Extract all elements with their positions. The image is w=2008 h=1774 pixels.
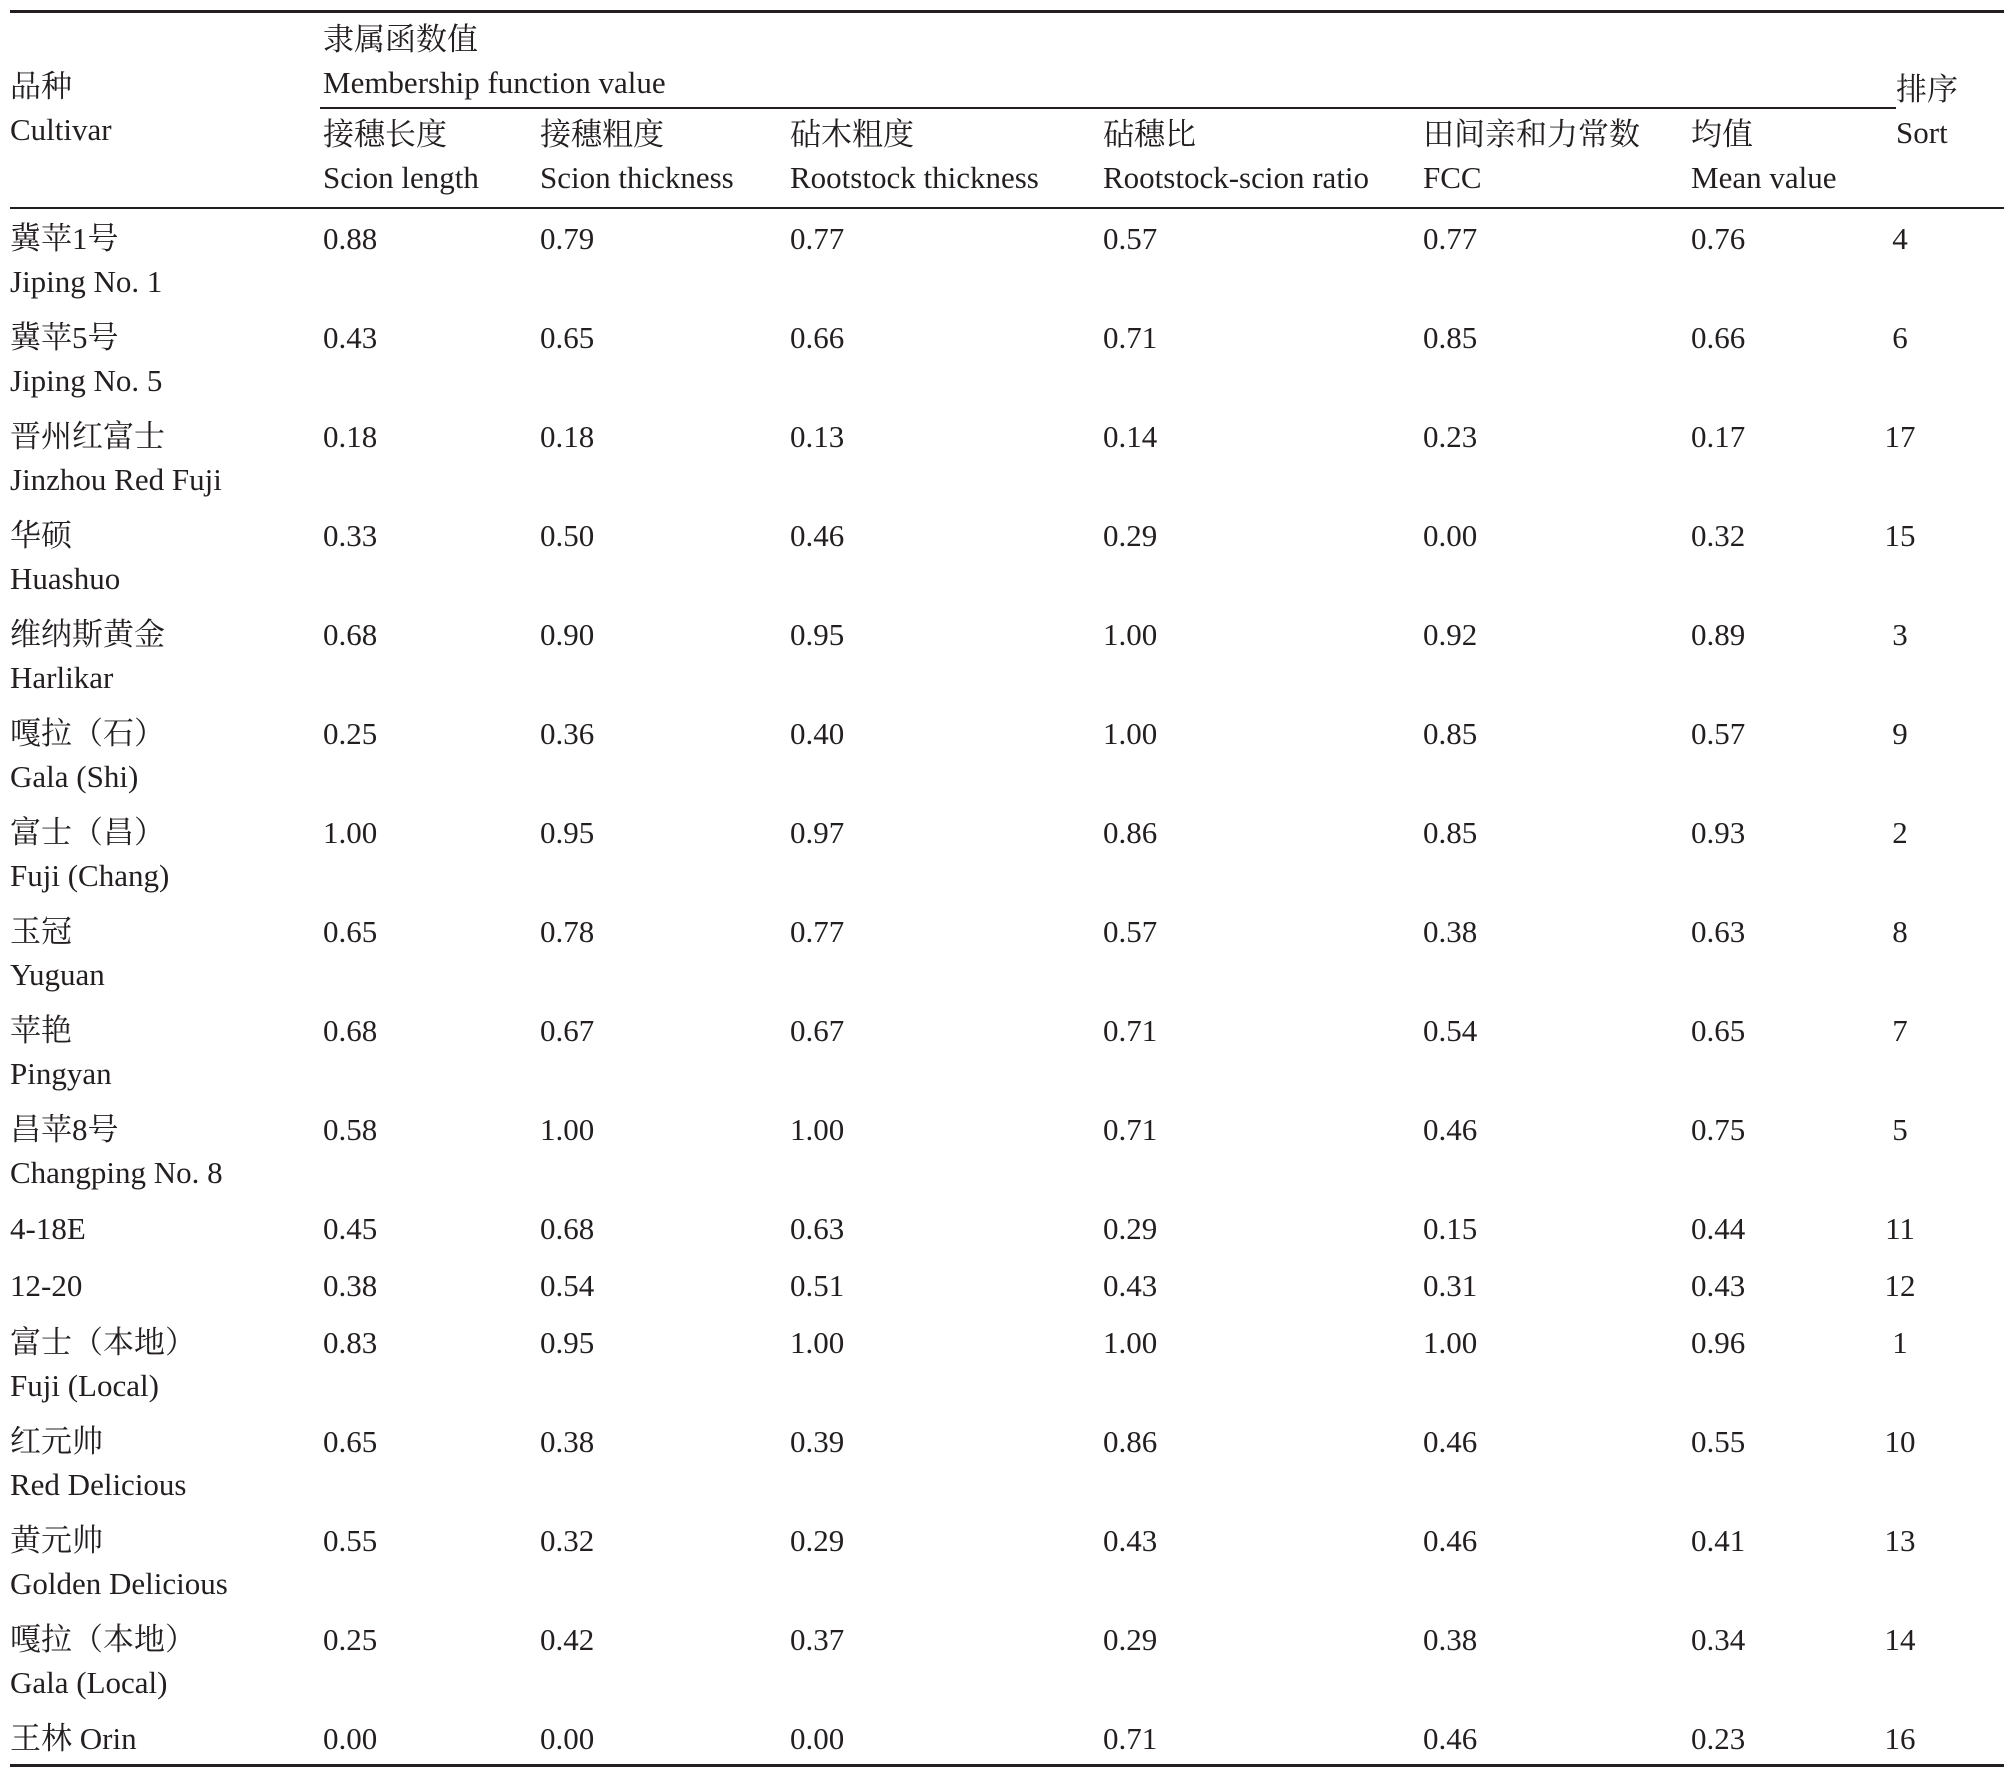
value-mean-value: 0.41 [1691, 1523, 1746, 1558]
cultivar-name-en: Harlikar [10, 660, 114, 695]
value-rootstock-thickness: 0.46 [790, 518, 845, 553]
value-scion-thickness: 0.54 [540, 1268, 595, 1303]
value-rootstock-scion-ratio: 1.00 [1103, 716, 1158, 751]
cultivar-name-zh: 冀苹1号 [10, 221, 119, 256]
top-rule [10, 10, 2004, 13]
table-row [10, 1618, 2004, 1717]
value-scion-thickness: 1.00 [540, 1112, 595, 1147]
table-row [10, 316, 2004, 415]
value-scion-length: 0.55 [323, 1523, 378, 1558]
header-cultivar-zh: 品种 [10, 69, 72, 104]
cultivar-name-en: Fuji (Local) [10, 1368, 159, 1403]
header-group-en: Membership function value [323, 65, 666, 100]
cultivar-name-zh: 昌苹8号 [10, 1112, 119, 1147]
value-rootstock-scion-ratio: 1.00 [1103, 617, 1158, 652]
value-mean-value: 0.96 [1691, 1325, 1746, 1360]
sort-rank: 9 [1892, 716, 1908, 751]
value-scion-length: 0.68 [323, 617, 378, 652]
value-mean-value: 0.57 [1691, 716, 1746, 751]
value-scion-thickness: 0.50 [540, 518, 595, 553]
value-scion-thickness: 0.36 [540, 716, 595, 751]
value-scion-thickness: 0.95 [540, 815, 595, 850]
cultivar-name-zh: 红元帅 [10, 1424, 103, 1459]
value-rootstock-thickness: 1.00 [790, 1112, 845, 1147]
sort-rank: 2 [1892, 815, 1908, 850]
value-fcc: 0.77 [1423, 221, 1478, 256]
sort-rank: 4 [1892, 221, 1908, 256]
value-rootstock-thickness: 0.63 [790, 1211, 845, 1246]
value-rootstock-thickness: 0.37 [790, 1622, 845, 1657]
value-rootstock-scion-ratio: 0.29 [1103, 1622, 1158, 1657]
value-mean-value: 0.89 [1691, 617, 1746, 652]
value-mean-value: 0.34 [1691, 1622, 1746, 1657]
value-rootstock-scion-ratio: 0.57 [1103, 221, 1158, 256]
value-fcc: 0.38 [1423, 914, 1478, 949]
cultivar-name-en: Yuguan [10, 957, 105, 992]
value-rootstock-thickness: 0.13 [790, 419, 845, 454]
header-fcc-zh: 田间亲和力常数 [1423, 117, 1640, 152]
header-mean-value-zh: 均值 [1691, 117, 1753, 152]
sort-rank: 6 [1892, 320, 1908, 355]
cultivar-name-zh: 4-18E [10, 1211, 86, 1246]
value-fcc: 0.46 [1423, 1721, 1478, 1756]
sort-rank: 17 [1884, 419, 1916, 454]
sort-rank: 10 [1884, 1424, 1916, 1459]
cultivar-name-en: Gala (Shi) [10, 759, 139, 794]
value-rootstock-thickness: 0.77 [790, 914, 845, 949]
value-rootstock-thickness: 0.66 [790, 320, 845, 355]
sort-rank: 8 [1892, 914, 1908, 949]
value-rootstock-scion-ratio: 0.71 [1103, 1013, 1158, 1048]
value-mean-value: 0.65 [1691, 1013, 1746, 1048]
cultivar-name-zh: 王林 Orin [10, 1721, 137, 1756]
value-mean-value: 0.76 [1691, 221, 1746, 256]
value-scion-length: 0.65 [323, 1424, 378, 1459]
value-rootstock-scion-ratio: 0.86 [1103, 1424, 1158, 1459]
cultivar-name-zh: 嘎拉（本地） [10, 1622, 196, 1657]
sort-rank: 13 [1884, 1523, 1916, 1558]
cultivar-name-en: Changping No. 8 [10, 1155, 223, 1190]
table-row [10, 811, 2004, 910]
value-scion-length: 0.68 [323, 1013, 378, 1048]
value-scion-thickness: 0.90 [540, 617, 595, 652]
table-row [10, 712, 2004, 811]
header-sort-en: Sort [1896, 115, 1948, 150]
value-rootstock-scion-ratio: 0.71 [1103, 1721, 1158, 1756]
value-fcc: 0.85 [1423, 716, 1478, 751]
value-scion-length: 0.33 [323, 518, 378, 553]
table-row [10, 415, 2004, 514]
table-row [10, 1108, 2004, 1207]
table-row [10, 1264, 2004, 1321]
value-scion-thickness: 0.38 [540, 1424, 595, 1459]
value-rootstock-scion-ratio: 1.00 [1103, 1325, 1158, 1360]
value-scion-length: 0.25 [323, 1622, 378, 1657]
value-mean-value: 0.63 [1691, 914, 1746, 949]
value-rootstock-thickness: 0.97 [790, 815, 845, 850]
cultivar-name-zh: 冀苹5号 [10, 320, 119, 355]
sort-rank: 11 [1885, 1211, 1915, 1246]
cultivar-name-en: Red Delicious [10, 1467, 187, 1502]
table-row [10, 1420, 2004, 1519]
header-rootstock-thickness-zh: 砧木粗度 [790, 117, 914, 152]
cultivar-name-en: Gala (Local) [10, 1665, 168, 1700]
value-scion-length: 0.38 [323, 1268, 378, 1303]
sort-rank: 1 [1892, 1325, 1908, 1360]
value-scion-thickness: 0.65 [540, 320, 595, 355]
value-scion-thickness: 0.95 [540, 1325, 595, 1360]
value-fcc: 0.54 [1423, 1013, 1478, 1048]
sort-rank: 5 [1892, 1112, 1908, 1147]
cultivar-name-zh: 12-20 [10, 1268, 83, 1303]
cultivar-name-zh: 嘎拉（石） [10, 716, 165, 751]
value-rootstock-thickness: 0.51 [790, 1268, 845, 1303]
value-rootstock-scion-ratio: 0.14 [1103, 419, 1158, 454]
value-rootstock-scion-ratio: 0.86 [1103, 815, 1158, 850]
value-fcc: 0.46 [1423, 1424, 1478, 1459]
value-rootstock-thickness: 0.29 [790, 1523, 845, 1558]
table-row [10, 613, 2004, 712]
value-mean-value: 0.23 [1691, 1721, 1746, 1756]
value-rootstock-scion-ratio: 0.57 [1103, 914, 1158, 949]
table-row [10, 1717, 2004, 1774]
value-scion-length: 0.45 [323, 1211, 378, 1246]
value-rootstock-thickness: 0.67 [790, 1013, 845, 1048]
header-scion-thickness-en: Scion thickness [540, 160, 734, 195]
cultivar-name-en: Golden Delicious [10, 1566, 228, 1601]
header-cultivar-en: Cultivar [10, 112, 112, 147]
value-mean-value: 0.32 [1691, 518, 1746, 553]
value-scion-length: 0.58 [323, 1112, 378, 1147]
cultivar-name-en: Huashuo [10, 561, 121, 596]
value-rootstock-thickness: 0.39 [790, 1424, 845, 1459]
value-fcc: 0.38 [1423, 1622, 1478, 1657]
table-row [10, 1207, 2004, 1264]
header-mean-value-en: Mean value [1691, 160, 1837, 195]
table-row [10, 217, 2004, 316]
value-fcc: 0.23 [1423, 419, 1478, 454]
membership-function-table [10, 10, 2004, 1760]
sort-rank: 15 [1884, 518, 1916, 553]
cultivar-name-zh: 富士（本地） [10, 1325, 196, 1360]
sort-rank: 12 [1884, 1268, 1916, 1303]
value-mean-value: 0.93 [1691, 815, 1746, 850]
value-rootstock-scion-ratio: 0.29 [1103, 1211, 1158, 1246]
value-scion-length: 0.43 [323, 320, 378, 355]
value-scion-thickness: 0.42 [540, 1622, 595, 1657]
value-rootstock-thickness: 1.00 [790, 1325, 845, 1360]
header-rule [10, 207, 2004, 209]
table-row [10, 1321, 2004, 1420]
cultivar-name-en: Jinzhou Red Fuji [10, 462, 222, 497]
value-scion-thickness: 0.78 [540, 914, 595, 949]
value-rootstock-scion-ratio: 0.71 [1103, 1112, 1158, 1147]
value-mean-value: 0.55 [1691, 1424, 1746, 1459]
table-row [10, 514, 2004, 613]
header-group-zh: 隶属函数值 [323, 22, 478, 57]
cultivar-name-en: Jiping No. 1 [10, 264, 163, 299]
value-fcc: 0.46 [1423, 1112, 1478, 1147]
value-rootstock-thickness: 0.95 [790, 617, 845, 652]
header-scion-length-zh: 接穗长度 [323, 117, 447, 152]
value-fcc: 0.15 [1423, 1211, 1478, 1246]
header-fcc-en: FCC [1423, 160, 1482, 195]
sort-rank: 14 [1884, 1622, 1916, 1657]
cultivar-name-zh: 苹艳 [10, 1013, 72, 1048]
value-scion-thickness: 0.68 [540, 1211, 595, 1246]
value-fcc: 0.31 [1423, 1268, 1478, 1303]
value-rootstock-thickness: 0.77 [790, 221, 845, 256]
cultivar-name-zh: 富士（昌） [10, 815, 165, 850]
value-rootstock-thickness: 0.40 [790, 716, 845, 751]
value-mean-value: 0.44 [1691, 1211, 1746, 1246]
cultivar-name-zh: 玉冠 [10, 914, 72, 949]
value-scion-length: 0.18 [323, 419, 378, 454]
cultivar-name-zh: 黄元帅 [10, 1523, 103, 1558]
header-rootstock-scion-ratio-zh: 砧穗比 [1103, 117, 1196, 152]
value-scion-thickness: 0.67 [540, 1013, 595, 1048]
value-scion-length: 1.00 [323, 815, 378, 850]
header-rootstock-scion-ratio-en: Rootstock-scion ratio [1103, 160, 1370, 195]
value-fcc: 0.46 [1423, 1523, 1478, 1558]
sort-rank: 16 [1884, 1721, 1916, 1756]
value-rootstock-scion-ratio: 0.43 [1103, 1268, 1158, 1303]
value-mean-value: 0.66 [1691, 320, 1746, 355]
value-mean-value: 0.43 [1691, 1268, 1746, 1303]
value-scion-thickness: 0.32 [540, 1523, 595, 1558]
header-scion-length-en: Scion length [323, 160, 479, 195]
value-fcc: 1.00 [1423, 1325, 1478, 1360]
value-scion-length: 0.00 [323, 1721, 378, 1756]
cultivar-name-zh: 华硕 [10, 518, 72, 553]
cultivar-name-en: Fuji (Chang) [10, 858, 170, 893]
value-scion-thickness: 0.79 [540, 221, 595, 256]
value-fcc: 0.85 [1423, 320, 1478, 355]
value-scion-length: 0.25 [323, 716, 378, 751]
value-scion-length: 0.83 [323, 1325, 378, 1360]
header-sort-zh: 排序 [1896, 72, 1958, 107]
value-scion-thickness: 0.18 [540, 419, 595, 454]
header-rootstock-thickness-en: Rootstock thickness [790, 160, 1039, 195]
value-mean-value: 0.75 [1691, 1112, 1746, 1147]
value-fcc: 0.85 [1423, 815, 1478, 850]
value-rootstock-thickness: 0.00 [790, 1721, 845, 1756]
group-sub-rule [320, 107, 1896, 109]
value-mean-value: 0.17 [1691, 419, 1746, 454]
value-fcc: 0.00 [1423, 518, 1478, 553]
sort-rank: 7 [1892, 1013, 1908, 1048]
sort-rank: 3 [1892, 617, 1908, 652]
value-rootstock-scion-ratio: 0.29 [1103, 518, 1158, 553]
cultivar-name-zh: 晋州红富士 [10, 419, 165, 454]
table-row [10, 910, 2004, 1009]
cultivar-name-zh: 维纳斯黄金 [10, 617, 165, 652]
value-scion-length: 0.88 [323, 221, 378, 256]
cultivar-name-en: Pingyan [10, 1056, 112, 1091]
table-row [10, 1519, 2004, 1618]
value-scion-thickness: 0.00 [540, 1721, 595, 1756]
cultivar-name-en: Jiping No. 5 [10, 363, 163, 398]
header-scion-thickness-zh: 接穗粗度 [540, 117, 664, 152]
value-rootstock-scion-ratio: 0.71 [1103, 320, 1158, 355]
value-scion-length: 0.65 [323, 914, 378, 949]
value-fcc: 0.92 [1423, 617, 1478, 652]
value-rootstock-scion-ratio: 0.43 [1103, 1523, 1158, 1558]
table-row [10, 1009, 2004, 1108]
